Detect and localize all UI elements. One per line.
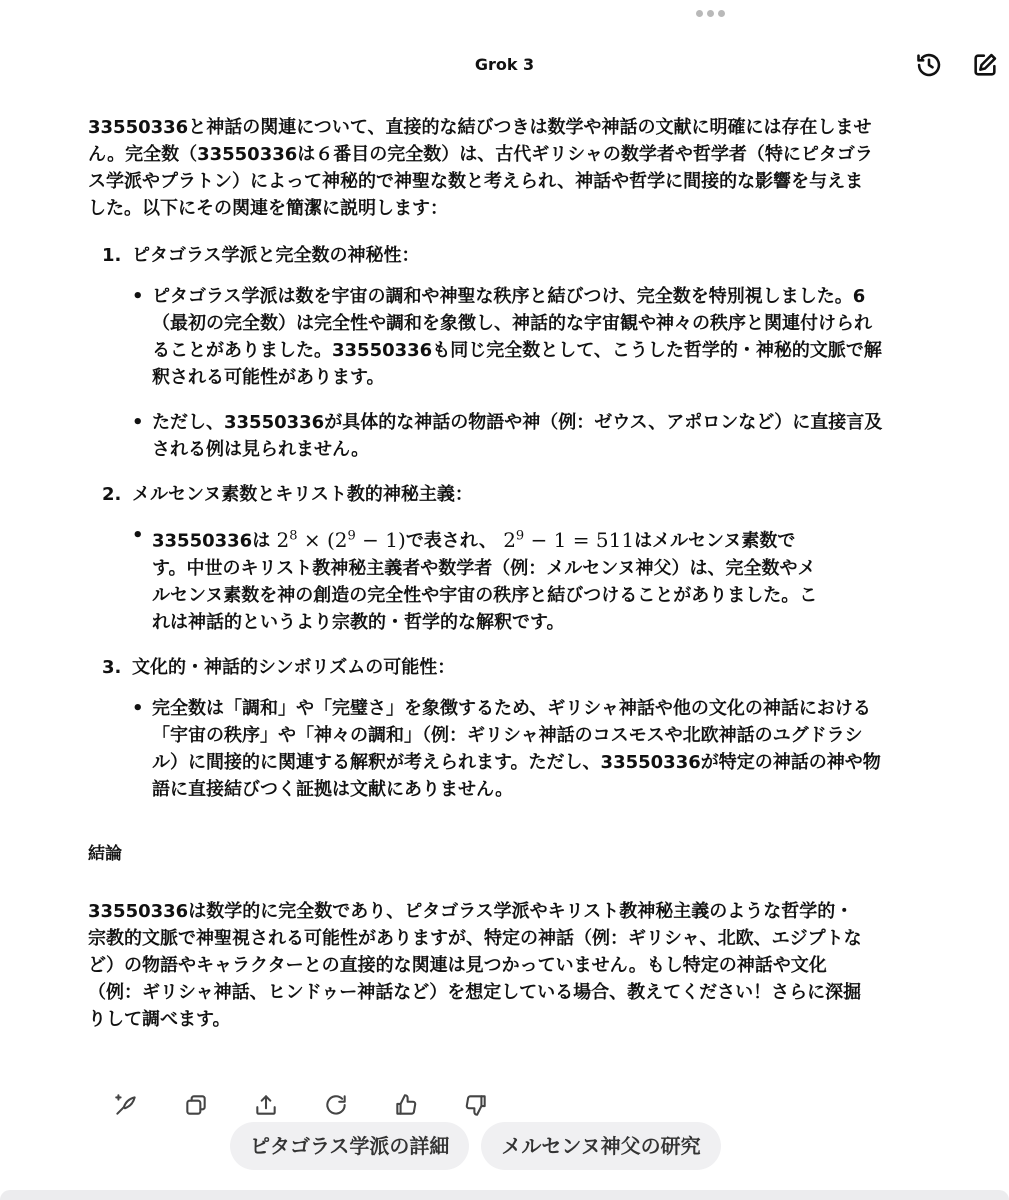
math-part: 2 [276,527,290,552]
bullet-text: はメルセンヌ素数です。中世のキリスト教神秘主義者や数学者（例：メルセンヌ神父）は、完全数やメルセンヌ素数を神の創造の完全性や宇宙の秩序と結びつけることがありました。これは神話的というより宗教的・哲学的な解釈です。 [152,530,818,633]
bullet-text: で表され、 [405,530,497,552]
list-number: 3. [102,656,122,678]
suggestion-chips [230,1122,721,1170]
math-part: 8 [289,528,298,543]
list-number: 1. [102,245,122,266]
math-part: (2 [326,527,348,552]
list-item-2 [88,481,888,508]
list-item-title: メルセンヌ素数とキリスト教的神秘主義： [132,484,473,505]
math-part: × [303,527,321,552]
share-icon[interactable] [245,1088,287,1122]
list-item-1 [88,242,888,269]
history-icon[interactable] [914,50,944,80]
bullet-item-math [88,522,888,636]
compose-icon[interactable] [970,50,1000,80]
regenerate-icon[interactable] [315,1088,357,1122]
intro-paragraph: 33550336と神話の関連について、直接的な結びつきは数学や神話の文献に明確には存在しません。完全数（33550336は６番目の完全数）は、古代ギリシャの数学者や哲学者（特にピタゴラス学派やプラトン）によって神秘的で神聖な数と考えられ、神話や哲学に間接的な影響を与えました。以下にその関連を簡潔に説明します： [88,117,873,219]
bullet-list [88,695,888,803]
sparkle-pen-icon[interactable] [105,1088,147,1122]
list-item-title: ピタゴラス学派と完全数の神秘性： [132,245,420,266]
math-part: 9 [515,528,525,543]
suggestion-chip-pythagoras[interactable]: ピタゴラス学派の詳細 [230,1122,469,1170]
page-title: Grok 3 [474,55,535,74]
math-part: 2 [503,527,516,552]
bullet-item: • ただし、33550336が具体的な神話の物語や神（例：ゼウス、アポロンなど）に直接言及される例は見られません。 [88,409,888,463]
conclusion-paragraph: 33550336は数学的に完全数であり、ピタゴラス学派やキリスト教神秘主義のような哲学的・宗教的文脈で神聖視される可能性がありますが、特定の神話（例：ギリシャ、北欧、エジプトなど）の物語やキャラクターとの直接的な関連は見つかっていません。もし特定の神話や文化（例：ギリシャ神話、ヒンドゥー神話など）を想定している場合、教えてください！さらに深掘りして調べます。 [88,900,862,1030]
copy-icon[interactable] [175,1088,217,1122]
more-dots-icon[interactable] [696,10,725,17]
bullet-text: 33550336は [152,530,271,552]
list-number: 2. [102,484,122,505]
math-part: − 1 = 511 [530,527,635,552]
math-expression-2 [503,528,634,552]
math-part: 9 [347,528,356,543]
bullet-item: • ピタゴラス学派は数を宇宙の調和や神聖な秩序と結びつけ、完全数を特別視しました。6（最初の完全数）は完全性や調和を象徴し、神話的な宇宙観や神々の秩序と関連付けられることがありました。33550336も同じ完全数として、こうした哲学的・神秘的文脈で解釈される可能性があります。 [88,283,888,391]
bullet-list [88,522,888,636]
bullet-list [88,283,888,463]
math-expression-1 [276,528,405,552]
bullet-item: • 完全数は「調和」や「完璧さ」を象徴するため、ギリシャ神話や他の文化の神話における「宇宙の秩序」や「神々の調和」（例：ギリシャ神話のコスモスや北欧神話のユグドラシル）に間接的に関連する解釈が考えられます。ただし、33550336が特定の神話の神や物語に直接結びつく証拠は文献にありません。 [88,695,888,803]
conclusion-heading: 結論 [88,843,122,864]
math-part: − 1) [362,527,406,552]
thumbs-up-icon[interactable] [385,1088,427,1122]
list-item-3 [88,654,888,681]
list-item-title: 文化的・神話的シンボリズムの可能性： [132,656,456,678]
input-bar-edge [0,1190,1009,1200]
suggestion-chip-mersenne[interactable]: メルセンヌ神父の研究 [481,1122,720,1170]
thumbs-down-icon[interactable] [455,1088,497,1122]
numbered-list [88,242,888,803]
response-content [88,114,888,1033]
message-actions [105,1088,497,1122]
